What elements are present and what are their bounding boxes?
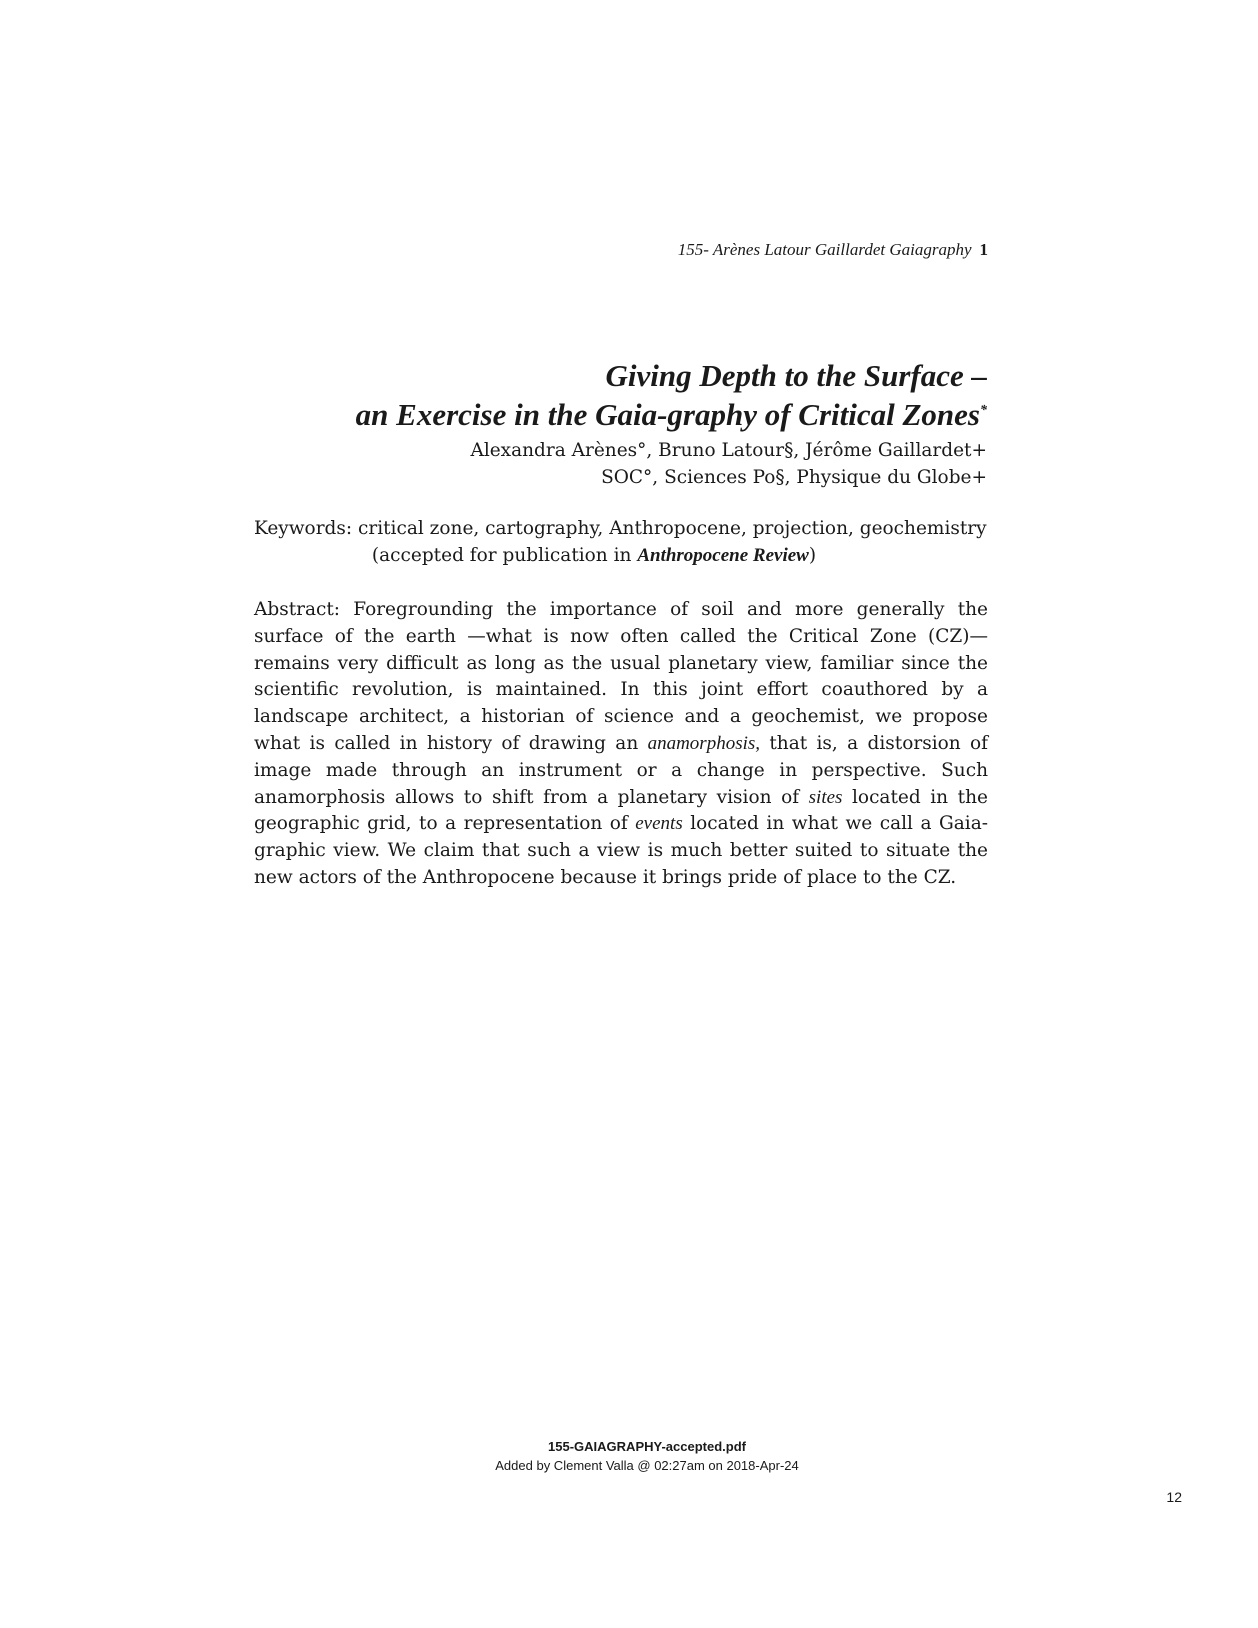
publication-note-suffix: ) [808, 545, 817, 566]
title-line-2 [227, 395, 987, 434]
abstract-emphasis-anamorphosis: anamorphosis, [647, 732, 761, 754]
journal-name: Anthropocene Review [637, 545, 809, 566]
title-line-2-text: an Exercise in the Gaia-graphy of Critical Zones [355, 397, 980, 432]
publication-note [214, 542, 974, 569]
title-footnote-mark: * [980, 403, 987, 418]
title-line-1: Giving Depth to the Surface – [605, 358, 987, 393]
abstract-part-3: located in the geographic grid, to a representation of [254, 786, 988, 835]
paper-title [227, 356, 987, 434]
keywords-block [254, 515, 987, 569]
page-number: 12 [1166, 1489, 1182, 1505]
header-page-number: 1 [979, 240, 988, 259]
author-block [227, 437, 987, 491]
running-title: 155- Arènes Latour Gaillardet Gaiagraphy [677, 240, 972, 259]
abstract-emphasis-sites: sites [808, 786, 843, 808]
author-affiliations: SOC°, Sciences Po§, Physique du Globe+ [601, 467, 987, 488]
running-header [678, 240, 988, 260]
abstract-part-1: Abstract: Foregrounding the importance of soil and more generally the surface of the earth —what is now often called the Critical Zone (CZ)— remains very difficult as long as the usual planetary view, familiar since the scientific revolution, is maintained. In this joint effort coauthored by a landscape architect, a historian of science and a geochemist, we propose what is called in history of drawing an [254, 599, 988, 754]
abstract-part-4: located in what we call a Gaia-graphic view. We claim that such a view is much better suited to situate the new actors of the Anthropocene because it brings pride of place to the CZ. [254, 813, 988, 888]
abstract-emphasis-events: events [635, 813, 683, 835]
author-names: Alexandra Arènes°, Bruno Latour§, Jérôme Gaillardet+ [470, 440, 987, 461]
footer-filename: 155-GAIAGRAPHY-accepted.pdf [548, 1439, 746, 1454]
abstract-paragraph [254, 597, 988, 892]
abstract-part-2: that is, a distorsion of image made through an instrument or a change in perspective. Such anamorphosis allows to shift from a planetary vision of [254, 732, 988, 808]
footer-added-by: Added by Clement Valla @ 02:27am on 2018-Apr-24 [495, 1458, 799, 1473]
publication-note-prefix: (accepted for publication in [371, 545, 638, 566]
keywords-line: Keywords: critical zone, cartography, Anthropocene, projection, geochemistry [254, 518, 987, 539]
